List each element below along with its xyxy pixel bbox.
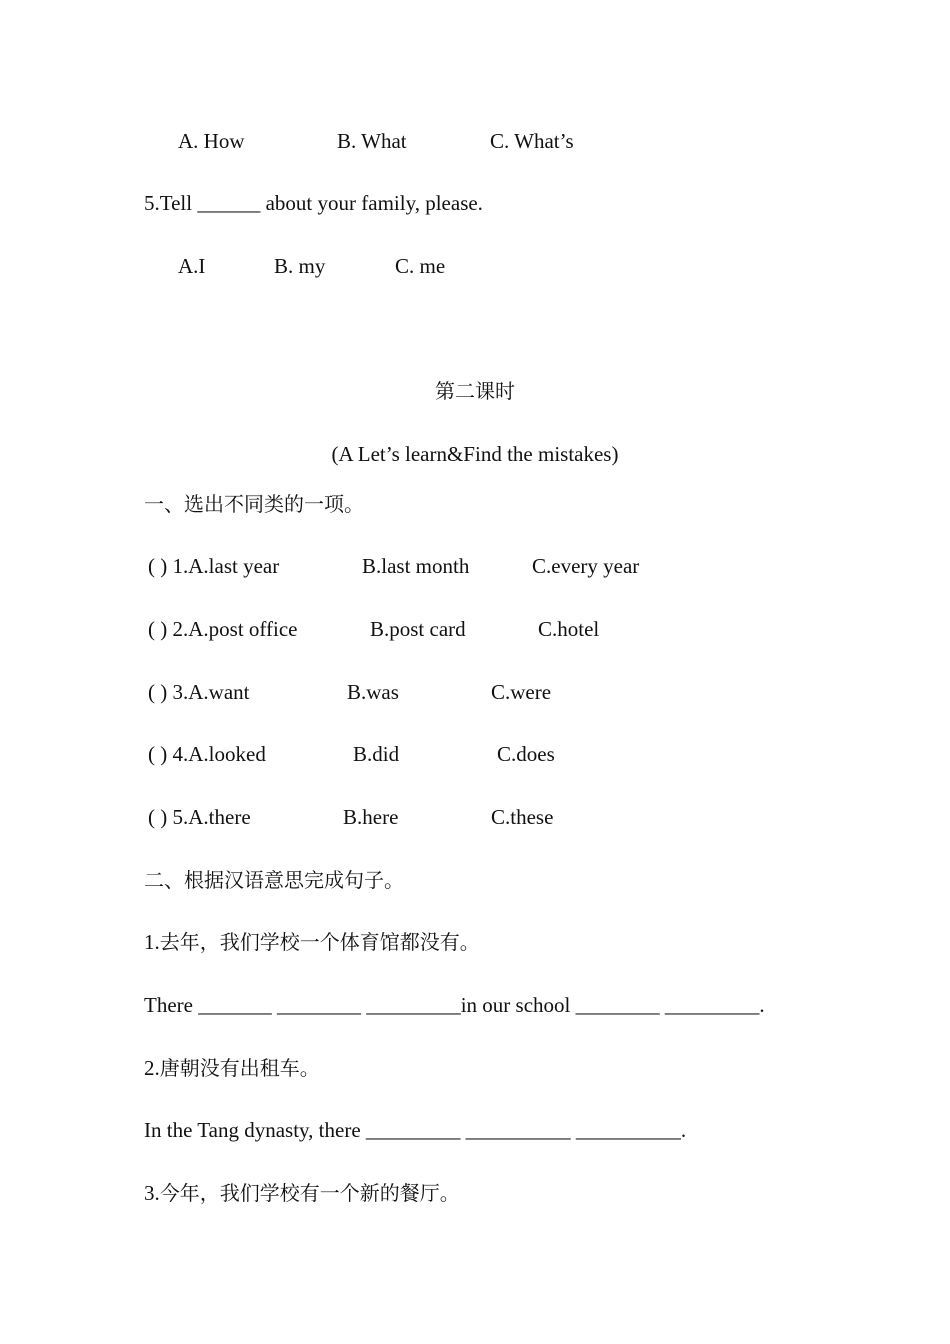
item-2-option-b: B.post card bbox=[370, 617, 466, 641]
s2-question-3-number: 3. bbox=[144, 1181, 160, 1205]
s2-question-2-english: In the Tang dynasty, there _________ __________ __________. bbox=[144, 1118, 687, 1142]
item-option-a: A.post office bbox=[188, 617, 298, 641]
item-1-bracket bbox=[148, 553, 279, 579]
item-number: 4. bbox=[172, 742, 189, 766]
item-number: 2. bbox=[172, 617, 189, 641]
item-3-option-b: B.was bbox=[347, 680, 399, 704]
item-4-option-c: C.does bbox=[497, 742, 555, 766]
answer-bracket: ( ) bbox=[148, 742, 168, 766]
item-option-a: A.looked bbox=[188, 742, 266, 766]
s2-question-2-chinese: 唐朝没有出租车。 bbox=[159, 1056, 320, 1080]
s2-question-3-chinese: 今年，我们学校有一个新的餐厅。 bbox=[159, 1181, 460, 1205]
q5-option-a: A.I bbox=[178, 254, 206, 278]
option-a: A. How bbox=[178, 129, 245, 153]
answer-bracket: ( ) bbox=[148, 554, 168, 578]
answer-bracket: ( ) bbox=[148, 617, 168, 641]
item-4-bracket bbox=[148, 741, 266, 767]
lesson-title: 第二课时 bbox=[435, 379, 515, 403]
s2-question-1-number: 1. bbox=[144, 930, 160, 954]
s2-question-3 bbox=[144, 1180, 460, 1206]
answer-bracket: ( ) bbox=[148, 680, 168, 704]
answer-bracket: ( ) bbox=[148, 805, 168, 829]
item-option-a: A.last year bbox=[188, 554, 280, 578]
item-2-bracket bbox=[148, 616, 298, 642]
item-number: 1. bbox=[172, 554, 189, 578]
item-5-option-b: B.here bbox=[343, 805, 399, 829]
question-5-suffix: about your family, please. bbox=[265, 191, 483, 215]
s2-question-1-english: There _______ ________ _________in our school ________ _________. bbox=[144, 993, 765, 1017]
item-1-option-c: C.every year bbox=[532, 554, 640, 578]
q5-option-c: C. me bbox=[395, 254, 446, 278]
item-5-option-c: C.these bbox=[491, 805, 554, 829]
item-4-option-b: B.did bbox=[353, 742, 400, 766]
item-3-bracket bbox=[148, 679, 250, 705]
item-1-option-b: B.last month bbox=[362, 554, 470, 578]
s2-question-1-chinese: 去年，我们学校一个体育馆都没有。 bbox=[159, 930, 480, 954]
option-b: B. What bbox=[337, 129, 407, 153]
item-option-a: A.want bbox=[188, 680, 250, 704]
item-option-a: A.there bbox=[188, 805, 251, 829]
q5-option-b: B. my bbox=[274, 254, 326, 278]
question-5-prefix: 5.Tell bbox=[144, 191, 193, 215]
item-number: 5. bbox=[172, 805, 189, 829]
option-c: C. What’s bbox=[490, 129, 574, 153]
s2-question-2-number: 2. bbox=[144, 1056, 160, 1080]
question-5-blank: ______ bbox=[197, 191, 261, 215]
item-2-option-c: C.hotel bbox=[538, 617, 600, 641]
s2-question-2 bbox=[144, 1055, 320, 1081]
section-2-heading: 二、根据汉语意思完成句子。 bbox=[144, 868, 404, 892]
section-1-heading: 一、选出不同类的一项。 bbox=[144, 492, 364, 516]
item-5-bracket bbox=[148, 804, 251, 830]
item-number: 3. bbox=[172, 680, 189, 704]
lesson-subtitle: (A Let’s learn&Find the mistakes) bbox=[331, 442, 619, 466]
item-3-option-c: C.were bbox=[491, 680, 552, 704]
question-5 bbox=[144, 190, 483, 216]
s2-question-1 bbox=[144, 929, 480, 955]
